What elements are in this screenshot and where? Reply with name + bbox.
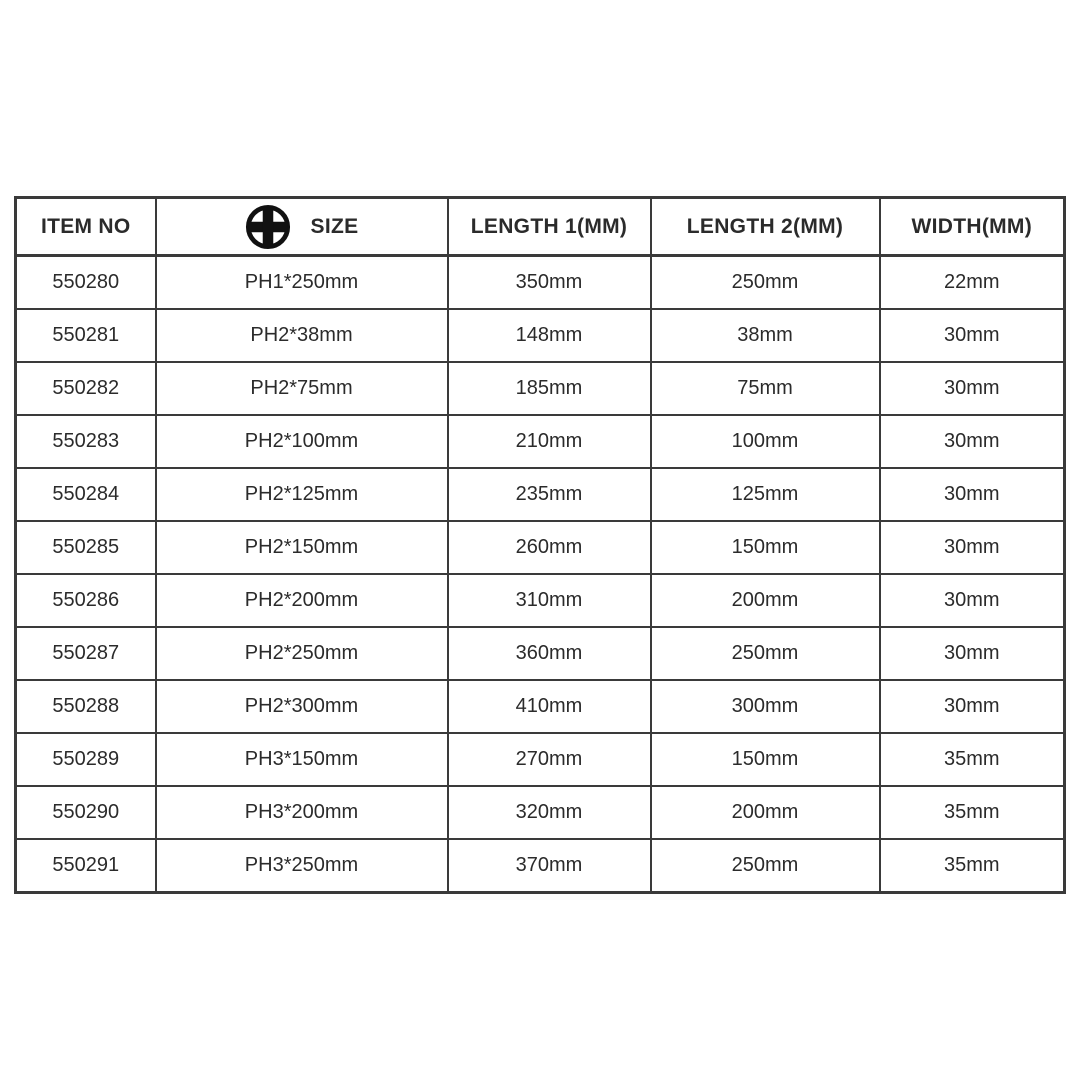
cell-length1: 210mm xyxy=(448,415,651,468)
cell-length2: 300mm xyxy=(651,680,880,733)
table-row xyxy=(16,733,1065,786)
cell-length2: 125mm xyxy=(651,468,880,521)
cell-length1: 260mm xyxy=(448,521,651,574)
cell-length1: 185mm xyxy=(448,362,651,415)
cell-item-no: 550284 xyxy=(16,468,156,521)
table-row xyxy=(16,786,1065,839)
cell-size: PH2*300mm xyxy=(156,680,448,733)
table-row xyxy=(16,256,1065,310)
cell-length2: 75mm xyxy=(651,362,880,415)
cell-size: PH2*200mm xyxy=(156,574,448,627)
table-row xyxy=(16,680,1065,733)
cell-width: 30mm xyxy=(880,574,1065,627)
cell-item-no: 550291 xyxy=(16,839,156,893)
table-header-row xyxy=(16,198,1065,256)
cell-item-no: 550281 xyxy=(16,309,156,362)
cell-length1: 350mm xyxy=(448,256,651,310)
cell-length1: 310mm xyxy=(448,574,651,627)
table-row xyxy=(16,521,1065,574)
cell-size: PH2*75mm xyxy=(156,362,448,415)
cell-size: PH2*250mm xyxy=(156,627,448,680)
cell-item-no: 550283 xyxy=(16,415,156,468)
table-row xyxy=(16,309,1065,362)
table-row xyxy=(16,574,1065,627)
phillips-cross-icon xyxy=(245,203,291,251)
cell-length1: 360mm xyxy=(448,627,651,680)
cell-width: 35mm xyxy=(880,786,1065,839)
table-row xyxy=(16,839,1065,893)
table-row xyxy=(16,627,1065,680)
table-row xyxy=(16,468,1065,521)
cell-width: 30mm xyxy=(880,680,1065,733)
cell-length2: 250mm xyxy=(651,839,880,893)
column-header-label: ITEM NO xyxy=(40,214,131,238)
cell-width: 30mm xyxy=(880,468,1065,521)
cell-item-no: 550280 xyxy=(16,256,156,310)
cell-size: PH3*200mm xyxy=(156,786,448,839)
column-header-label: SIZE xyxy=(310,214,359,238)
cell-size: PH2*100mm xyxy=(156,415,448,468)
cell-item-no: 550282 xyxy=(16,362,156,415)
cell-length1: 410mm xyxy=(448,680,651,733)
cell-item-no: 550288 xyxy=(16,680,156,733)
cell-length2: 100mm xyxy=(651,415,880,468)
cell-width: 22mm xyxy=(880,256,1065,310)
cell-width: 30mm xyxy=(880,309,1065,362)
cell-item-no: 550289 xyxy=(16,733,156,786)
column-header-length1 xyxy=(448,198,651,256)
column-header-item-no xyxy=(16,198,156,256)
cell-size: PH3*250mm xyxy=(156,839,448,893)
cell-width: 30mm xyxy=(880,521,1065,574)
cell-item-no: 550290 xyxy=(16,786,156,839)
cell-size: PH1*250mm xyxy=(156,256,448,310)
cell-width: 30mm xyxy=(880,415,1065,468)
cell-item-no: 550287 xyxy=(16,627,156,680)
cell-width: 35mm xyxy=(880,733,1065,786)
cell-size: PH3*150mm xyxy=(156,733,448,786)
cell-width: 30mm xyxy=(880,627,1065,680)
cell-length2: 250mm xyxy=(651,627,880,680)
column-header-label: LENGTH 2(MM) xyxy=(686,214,844,238)
cell-size: PH2*125mm xyxy=(156,468,448,521)
cell-width: 30mm xyxy=(880,362,1065,415)
cell-length1: 320mm xyxy=(448,786,651,839)
product-spec-table xyxy=(14,196,1066,894)
table-row xyxy=(16,362,1065,415)
cell-length1: 370mm xyxy=(448,839,651,893)
cell-size: PH2*38mm xyxy=(156,309,448,362)
table-row xyxy=(16,415,1065,468)
cell-length2: 200mm xyxy=(651,786,880,839)
cell-length2: 38mm xyxy=(651,309,880,362)
cell-size: PH2*150mm xyxy=(156,521,448,574)
cell-width: 35mm xyxy=(880,839,1065,893)
cell-length1: 270mm xyxy=(448,733,651,786)
cell-length2: 150mm xyxy=(651,733,880,786)
column-header-label: WIDTH(MM) xyxy=(911,214,1032,238)
column-header-width xyxy=(880,198,1065,256)
cell-length1: 148mm xyxy=(448,309,651,362)
cell-length1: 235mm xyxy=(448,468,651,521)
cell-item-no: 550285 xyxy=(16,521,156,574)
cell-item-no: 550286 xyxy=(16,574,156,627)
column-header-length2 xyxy=(651,198,880,256)
cell-length2: 200mm xyxy=(651,574,880,627)
column-header-label: LENGTH 1(MM) xyxy=(470,214,628,238)
column-header-size xyxy=(156,198,448,256)
cell-length2: 150mm xyxy=(651,521,880,574)
cell-length2: 250mm xyxy=(651,256,880,310)
